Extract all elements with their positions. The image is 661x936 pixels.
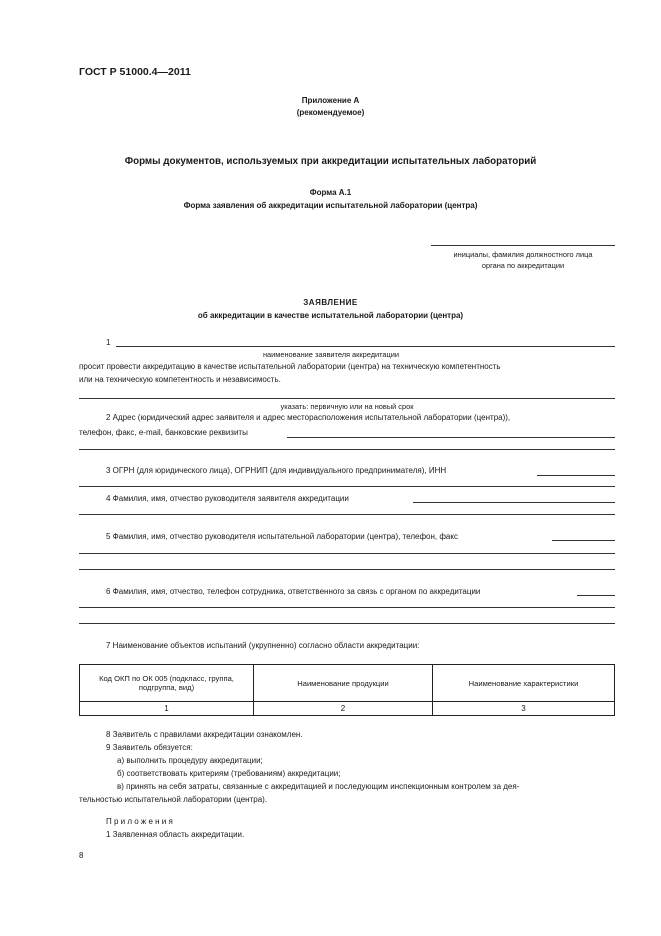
attachment-item-1: 1 Заявленная область аккредитации. bbox=[106, 830, 245, 839]
okp-code-label-line2: подгруппа, вид) bbox=[138, 683, 195, 692]
form-title: Форма заявления об аккредитации испытательной лаборатории (центра) bbox=[183, 201, 478, 210]
table-header-product: Наименование продукции bbox=[254, 665, 433, 702]
addressee-line bbox=[431, 245, 615, 246]
table-number-row bbox=[80, 702, 615, 716]
standard-number: ГОСТ Р 51000.4—2011 bbox=[79, 66, 191, 78]
section-title: Формы документов, используемых при аккредитации испытательных лабораторий bbox=[124, 156, 537, 167]
addressee-caption-2: органа по аккредитации bbox=[481, 261, 565, 270]
item1-text-b: или на техническую компетентность и независимость. bbox=[79, 375, 281, 384]
table-header-row bbox=[80, 665, 615, 702]
item1-text-a: просит провести аккредитацию в качестве испытательной лаборатории (центра) на техническую компетентность bbox=[79, 362, 501, 371]
item5-text: 5 Фамилия, имя, отчество руководителя испытательной лаборатории (центра), телефон, факс bbox=[106, 532, 458, 541]
item8-text: 8 Заявитель с правилами аккредитации ознакомлен. bbox=[106, 730, 303, 739]
appendix-status: (рекомендуемое) bbox=[296, 108, 365, 117]
applicant-name-caption: наименование заявителя аккредитации bbox=[262, 350, 400, 359]
item4-extra-line bbox=[79, 514, 615, 515]
item6-fill-line bbox=[577, 595, 615, 596]
item9-text: 9 Заявитель обязуется: bbox=[106, 743, 193, 752]
table-col-number-1: 1 bbox=[80, 702, 254, 716]
addressee-caption-1: инициалы, фамилия должностного лица bbox=[453, 250, 593, 259]
table-col-number-2: 2 bbox=[254, 702, 433, 716]
obligation-v-line2: тельностью испытательной лаборатории (центра). bbox=[79, 795, 268, 804]
item7-text: 7 Наименование объектов испытаний (укрупненно) согласно области аккредитации: bbox=[106, 641, 420, 650]
obligation-b: б) соответствовать критериям (требованиям) аккредитации; bbox=[117, 769, 341, 778]
form-number: Форма А.1 bbox=[309, 188, 352, 197]
item2-extra-line bbox=[79, 449, 615, 450]
okp-code-label-line1: Код ОКП по ОК 005 (подкласс, группа, bbox=[99, 674, 234, 683]
obligation-v-line1: в) принять на себя затраты, связанные с аккредитацией и последующим инспекционным контролем за дея- bbox=[117, 782, 520, 791]
item4-fill-line bbox=[413, 502, 615, 503]
item5-extra-line-1 bbox=[79, 553, 615, 554]
item6-text: 6 Фамилия, имя, отчество, телефон сотрудника, ответственного за связь с органом по аккредитации bbox=[106, 587, 481, 596]
statement-subtitle: об аккредитации в качестве испытательной лаборатории (центра) bbox=[197, 311, 464, 320]
item2-text-b: телефон, факс, e-mail, банковские реквизиты bbox=[79, 428, 248, 437]
appendix-title: Приложение А bbox=[301, 96, 360, 105]
item2-fill-line bbox=[287, 437, 615, 438]
table-col-number-3: 3 bbox=[433, 702, 615, 716]
accreditation-type-line bbox=[79, 398, 615, 399]
item3-fill-line bbox=[537, 475, 615, 476]
item2-text-a: 2 Адрес (юридический адрес заявителя и адрес месторасположения испытательной лаборатории (центра)), bbox=[106, 413, 511, 422]
obligation-a: а) выполнить процедуру аккредитации; bbox=[117, 756, 263, 765]
applicant-name-line bbox=[116, 346, 615, 347]
item5-extra-line-2 bbox=[79, 569, 615, 570]
item3-extra-line bbox=[79, 486, 615, 487]
item6-extra-line-2 bbox=[79, 623, 615, 624]
statement-title: ЗАЯВЛЕНИЕ bbox=[303, 298, 358, 307]
table-header-characteristic: Наименование характеристики bbox=[433, 665, 615, 702]
item5-fill-line bbox=[552, 540, 615, 541]
test-objects-table bbox=[79, 664, 615, 716]
accreditation-type-caption: указать: первичную или на новый срок bbox=[280, 402, 414, 411]
item1-number: 1 bbox=[106, 338, 111, 347]
item4-text: 4 Фамилия, имя, отчество руководителя заявителя аккредитации bbox=[106, 494, 349, 503]
page-number: 8 bbox=[79, 851, 84, 860]
attachments-title: П р и л о ж е н и я bbox=[106, 817, 173, 826]
item3-text: 3 ОГРН (для юридического лица), ОГРНИП (для индивидуального предпринимателя), ИНН bbox=[106, 466, 447, 475]
item6-extra-line-1 bbox=[79, 607, 615, 608]
table-header-okp-code bbox=[80, 665, 254, 702]
